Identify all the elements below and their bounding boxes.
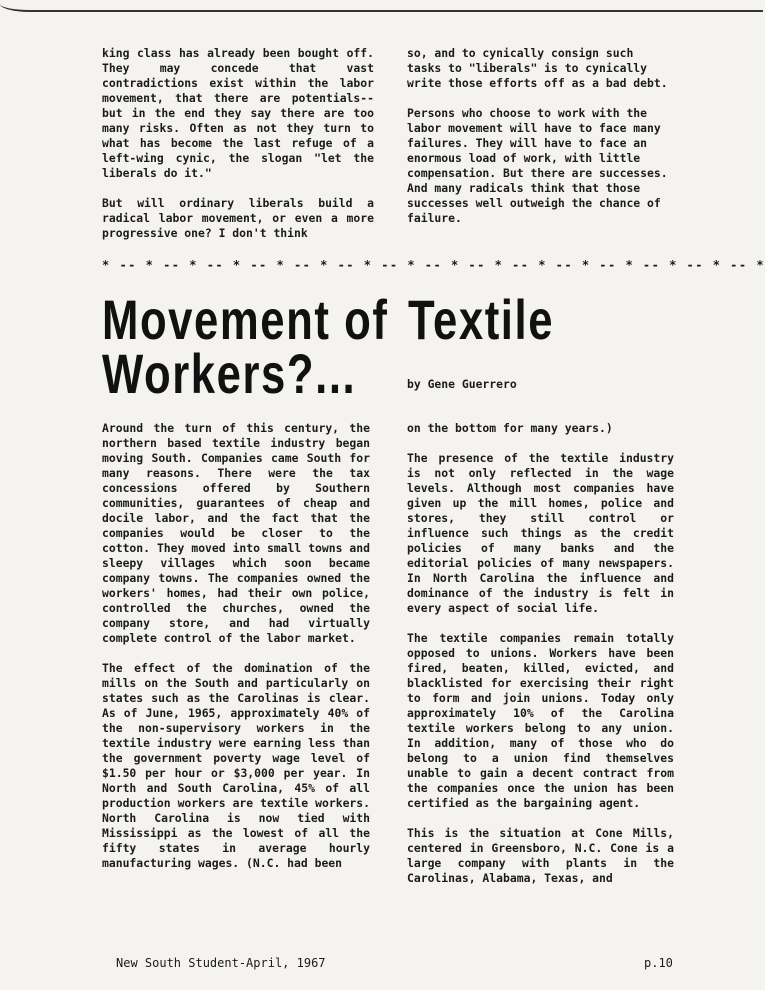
paragraph: Around the turn of this century, the northern based textile industry began moving South. Companies came South for many reasons. There were the tax concessions offered by Southern communities, guarantees of cheap and docile labor, and the fact that the companies would be closer to the cotton. They moved into small towns and sleepy villages which soon became company towns. The companies owned the workers' homes, had their own police, controlled the churches, owned the company store, and had virtually complete control of the labor market. <box>102 421 370 645</box>
headline-part-2: Textile <box>408 288 555 351</box>
footer-publication: New South Student-April, 1967 <box>116 956 326 970</box>
article-right-column <box>407 421 674 886</box>
section-divider: * -- * -- * -- * -- * -- * -- * -- * -- * -- * -- * -- * -- * -- * -- * -- * <box>102 258 765 272</box>
page-top-edge <box>0 0 763 12</box>
top-right-column <box>407 46 674 226</box>
headline-part-3: Workers?... <box>102 342 357 405</box>
headline-part-1: Movement of <box>102 288 389 351</box>
paragraph: king class has already been bought off. They may concede that vast contradictions exist within the labor movement, that there are potentials--but in the end they say there are too many risks. Often as not they turn to what has become the last refuge of a left-wing cynic, the slogan "let the liberals do it." <box>102 46 374 180</box>
paragraph: The presence of the textile industry is not only reflected in the wage levels. Although most companies have given up the mill homes, police and stores, they still control or influence such things as the credit policies of many banks and the editorial policies of many newspapers. In North Carolina the influence and dominance of the industry is felt in every aspect of social life. <box>407 451 674 615</box>
paragraph: on the bottom for many years.) <box>407 421 613 435</box>
paragraph: This is the situation at Cone Mills, centered in Greensboro, N.C. Cone is a large company with plants in the Carolinas, Alabama, Texas, and <box>407 826 674 885</box>
article-left-column <box>102 421 370 871</box>
byline: by Gene Guerrero <box>407 377 517 391</box>
paragraph: Persons who choose to work with the labor movement will have to face many failures. They will have to face an enormous load of work, with little compensation. But there are successes. And many radicals think that those successes well outweigh the chance of failure. <box>407 106 668 225</box>
paragraph: The effect of the domination of the mills on the South and particularly on states such as the Carolinas is clear. As of June, 1965, approximately 40% of the non-supervisory workers in the textile industry were earning less than the government poverty wage level of $1.50 per hour or $3,000 per year. In North and South Carolina, 45% of all production workers are textile workers. North Carolina is now tied with Mississippi as the lowest of all the fifty states in average hourly manufacturing wages. (N.C. had been <box>102 661 370 870</box>
paragraph: so, and to cynically consign such tasks to "liberals" is to cynically write those efforts off as a bad debt. <box>407 46 668 90</box>
paragraph: But will ordinary liberals build a radical labor movement, or even a more progressive one? I don't think <box>102 196 374 240</box>
paragraph: The textile companies remain totally opposed to unions. Workers have been fired, beaten, killed, evicted, and blacklisted for exercising their right to form and join unions. Today only approximately 10% of the Carolina textile workers belong to any union. In addition, many of those who do belong to a union find themselves unable to gain a decent contract from the companies once the union has been certified as the bargaining agent. <box>407 631 674 810</box>
footer-page-number: p.10 <box>644 956 673 970</box>
top-left-column <box>102 46 374 241</box>
